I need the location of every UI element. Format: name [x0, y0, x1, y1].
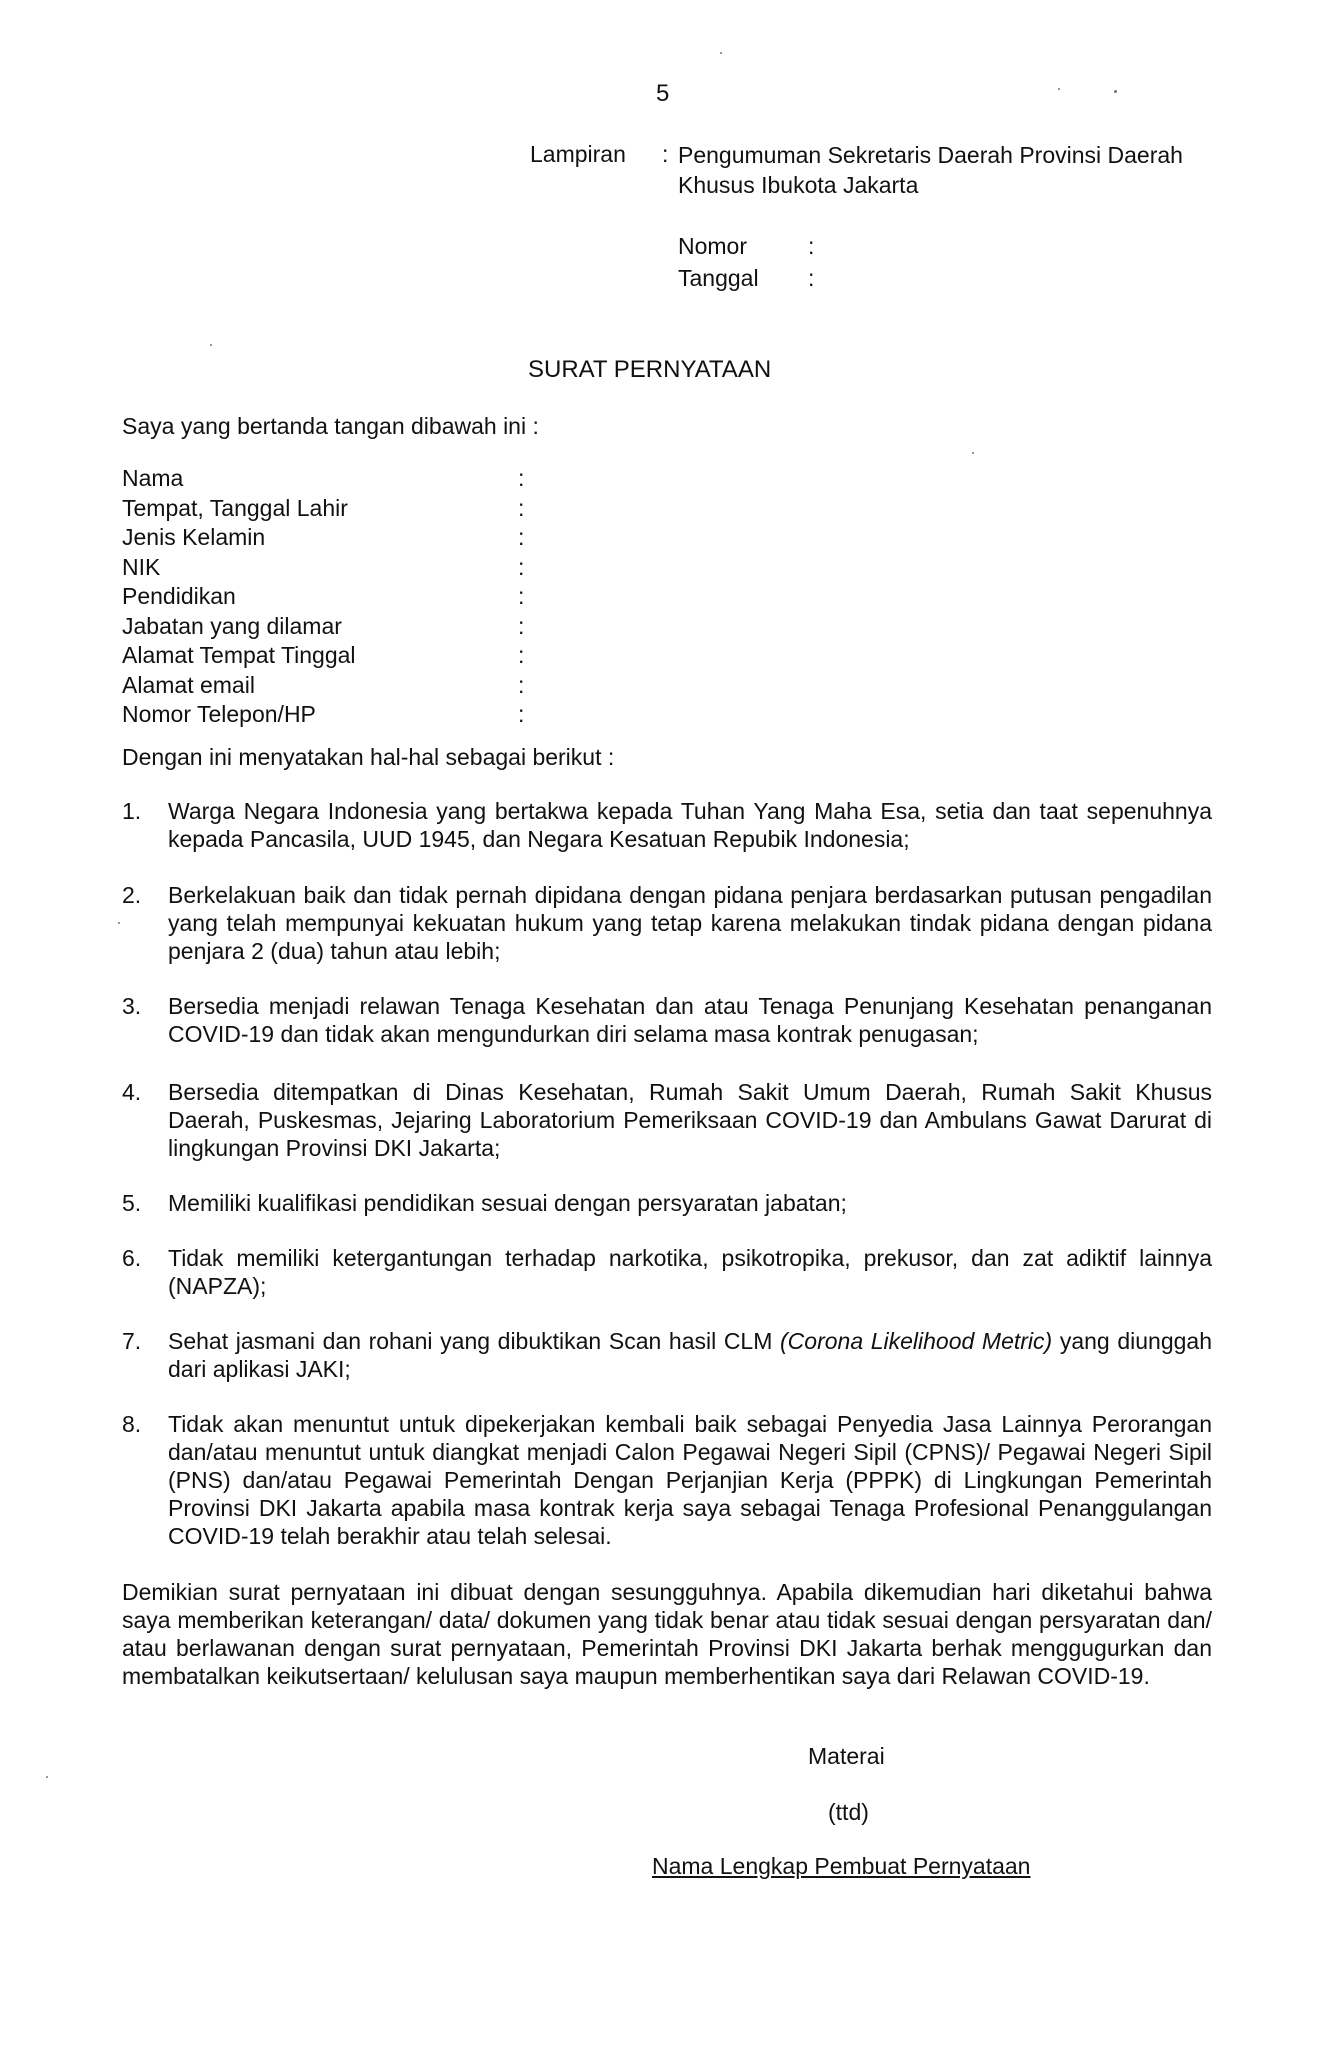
field-label: Nomor Telepon/HP [122, 701, 316, 727]
statement-item [122, 881, 1212, 965]
field-label: Pendidikan [122, 583, 236, 609]
scan-speck [210, 344, 212, 346]
statement-number: 1. [122, 798, 142, 824]
statement-text: Memiliki kualifikasi pendidikan sesuai dengan persyaratan jabatan; [168, 1190, 847, 1216]
scan-speck [1114, 90, 1117, 93]
field-label: Jenis Kelamin [122, 524, 266, 550]
materai-label: Materai [808, 1743, 885, 1769]
nomor-label: Nomor [678, 233, 748, 259]
nomor-colon: : [808, 233, 815, 259]
statement-item [122, 992, 1212, 1048]
statement-item [122, 1078, 1212, 1162]
statement-text-part: yang diunggah dari aplikasi JAKI; [168, 1328, 1212, 1382]
field-label: Jabatan yang dilamar [122, 612, 342, 639]
statement-text: Berkelakuan baik dan tidak pernah dipidana dengan pidana penjara berdasarkan putusan pengadilan yang telah mempunyai kekuatan hukum yang tetap karena melakukan tindak pidana dengan pidana penjara 2 (dua) tahun atau lebih; [168, 882, 1212, 964]
statement-number: 5. [122, 1190, 142, 1216]
statement-number: 4. [122, 1079, 142, 1105]
document-title: SURAT PERNYATAAN [528, 356, 772, 383]
tanggal-colon: : [808, 265, 815, 291]
statement-text-part: Sehat jasmani dan rohani yang dibuktikan Scan hasil CLM [168, 1328, 781, 1354]
field-colon: : [518, 612, 525, 639]
statement-number: 6. [122, 1245, 142, 1271]
field-label: Tempat, Tanggal Lahir [122, 494, 348, 521]
statement-item [122, 1327, 1212, 1383]
statement-text: Bersedia ditempatkan di Dinas Kesehatan, Rumah Sakit Umum Daerah, Rumah Sakit Khusus Daerah, Puskesmas, Jejaring Laboratorium Pemeriksaan COVID-19 dan Ambulans Gawat Darurat di lingkungan Provinsi DKI Jakarta; [168, 1079, 1212, 1161]
statement-text [168, 1327, 1212, 1383]
statement-text: Tidak memiliki ketergantungan terhadap narkotika, psikotropika, prekusor, dan zat adiktif lainnya (NAPZA); [168, 1245, 1212, 1299]
statement-item [122, 797, 1212, 853]
intro-text: Saya yang bertanda tangan dibawah ini : [122, 413, 539, 439]
field-colon: : [518, 553, 525, 580]
statement-item [122, 1244, 1212, 1300]
statement-number: 3. [122, 993, 142, 1019]
statement-number: 8. [122, 1411, 142, 1437]
statement-item [122, 1189, 1212, 1217]
field-colon: : [518, 642, 525, 668]
field-colon: : [518, 583, 525, 609]
scan-speck [46, 1776, 48, 1778]
field-label: Alamat Tempat Tinggal [122, 642, 356, 668]
field-colon: : [518, 494, 525, 521]
field-label: Nama [122, 465, 184, 491]
statement-text-italic: (Corona Likelihood Metric) [780, 1328, 1053, 1354]
scan-speck [972, 452, 974, 454]
signer-name: Nama Lengkap Pembuat Pernyataan [652, 1853, 1031, 1879]
ttd-label: (ttd) [828, 1799, 869, 1825]
field-colon: : [518, 671, 525, 698]
closing-paragraph: Demikian surat pernyataan ini dibuat dengan sesungguhnya. Apabila dikemudian hari diketahui bahwa saya memberikan keterangan/ data/ dokumen yang tidak benar atau tidak sesuai dengan persyaratan dan/ atau berlawanan dengan surat pernyataan, Pemerintah Provinsi DKI Jakarta berhak menggugurkan dan membatalkan keikutsertaan/ kelulusan saya maupun memberhentikan saya dari Relawan COVID-19. [122, 1579, 1212, 1689]
statement-number: 7. [122, 1328, 142, 1354]
lampiran-value: Pengumuman Sekretaris Daerah Provinsi Daerah Khusus Ibukota Jakarta [678, 142, 1183, 198]
field-label: NIK [122, 553, 161, 580]
scan-speck [1058, 88, 1060, 90]
tanggal-label: Tanggal [678, 265, 759, 291]
field-label: Alamat email [122, 671, 255, 698]
lampiran-colon: : [662, 141, 669, 167]
scan-speck [118, 922, 120, 924]
field-colon: : [518, 465, 525, 491]
declaration-intro: Dengan ini menyatakan hal-hal sebagai berikut : [122, 744, 615, 770]
statement-text: Tidak akan menuntut untuk dipekerjakan kembali baik sebagai Penyedia Jasa Lainnya Perorangan dan/atau menuntut untuk diangkat menjadi Calon Pegawai Negeri Sipil (CPNS)/ Pegawai Negeri Sipil (PNS) dan/atau Pegawai Pemerintah Dengan Perjanjian Kerja (PPPK) di Lingkungan Pemerintah Provinsi DKI Jakarta apabila masa kontrak kerja saya sebagai Tenaga Profesional Penanggulangan COVID-19 telah berakhir atau telah selesai. [168, 1411, 1212, 1549]
statement-list [122, 797, 1212, 1550]
lampiran-label: Lampiran [530, 141, 626, 167]
statement-item [122, 1410, 1212, 1550]
statement-number: 2. [122, 882, 142, 908]
page-number: 5 [656, 80, 670, 107]
field-colon: : [518, 701, 525, 727]
statement-text: Bersedia menjadi relawan Tenaga Kesehatan dan atau Tenaga Penunjang Kesehatan penanganan COVID-19 dan tidak akan mengundurkan diri selama masa kontrak penugasan; [168, 993, 1212, 1047]
scan-speck [720, 52, 722, 54]
statement-text: Warga Negara Indonesia yang bertakwa kepada Tuhan Yang Maha Esa, setia dan taat sepenuhnya kepada Pancasila, UUD 1945, dan Negara Kesatuan Repubik Indonesia; [168, 798, 1212, 852]
field-colon: : [518, 524, 525, 550]
